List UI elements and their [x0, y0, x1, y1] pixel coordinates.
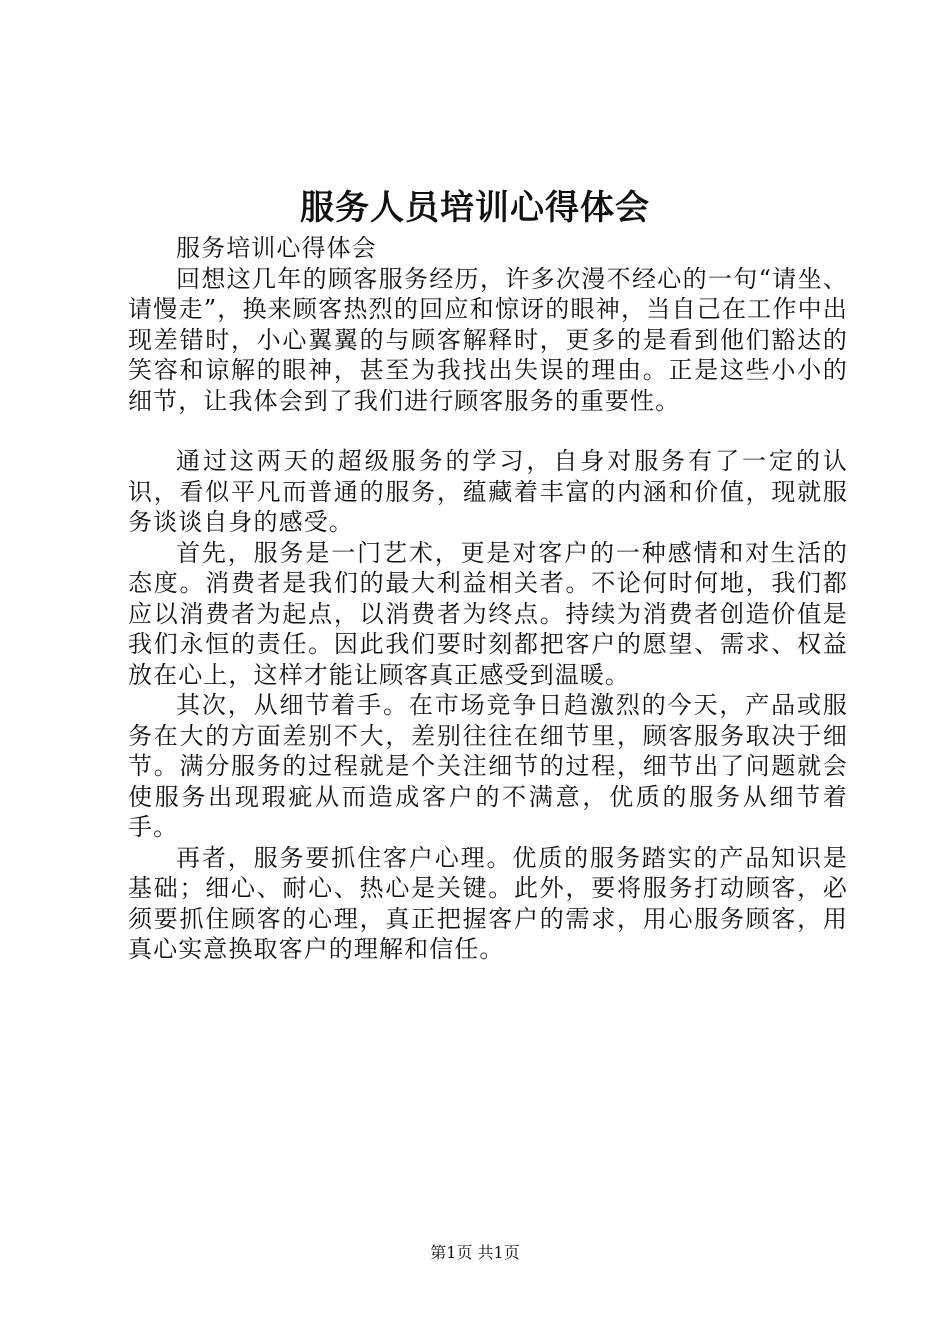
page-footer: 第1页 共1页 [430, 1243, 520, 1262]
paragraph-recollection: 回想这几年的顾客服务经历，许多次漫不经心的一句“请坐、请慢走”，换来顾客热烈的回应和惊讶的眼神，当自己在工作中出现差错时，小心翼翼的与顾客解释时，更多的是看到他们豁达的笑容和谅解的眼神，甚至为我找出失误的理由。正是这些小小的细节，让我体会到了我们进行顾客服务的重要性。 [128, 264, 848, 415]
document-title: 服务人员培训心得体会 [300, 188, 650, 228]
paragraph-spacer [128, 416, 848, 446]
paragraph-third-point: 再者，服务要抓住客户心理。优质的服务踏实的产品知识是基础；细心、耐心、热心是关键。此外，要将服务打动顾客，必须要抓住顾客的心理，真正把握客户的需求，用心服务顾客，用真心实意换取客户的理解和信任。 [128, 843, 848, 963]
paragraph-subtitle: 服务培训心得体会 [176, 234, 377, 262]
paragraph-second-point: 其次，从细节着手。在市场竞争日趋激烈的今天，产品或服务在大的方面差别不大，差别往往在细节里，顾客服务取决于细节。满分服务的过程就是个关注细节的过程，细节出了问题就会使服务出现瑕疵从而造成客户的不满意，优质的服务从细节着手。 [128, 691, 848, 841]
paragraph-introduction: 通过这两天的超级服务的学习，自身对服务有了一定的认识，看似平凡而普通的服务，蕴藏着丰富的内涵和价值，现就服务谈谈自身的感受。 [128, 447, 848, 536]
document-body [128, 233, 848, 965]
paragraph-first-point: 首先，服务是一门艺术，更是对客户的一种感情和对生活的态度。消费者是我们的最大利益相关者。不论何时何地，我们都应以消费者为起点，以消费者为终点。持续为消费者创造价值是我们永恒的责任。因此我们要时刻都把客户的愿望、需求、权益放在心上，这样才能让顾客真正感受到温暖。 [128, 538, 848, 689]
